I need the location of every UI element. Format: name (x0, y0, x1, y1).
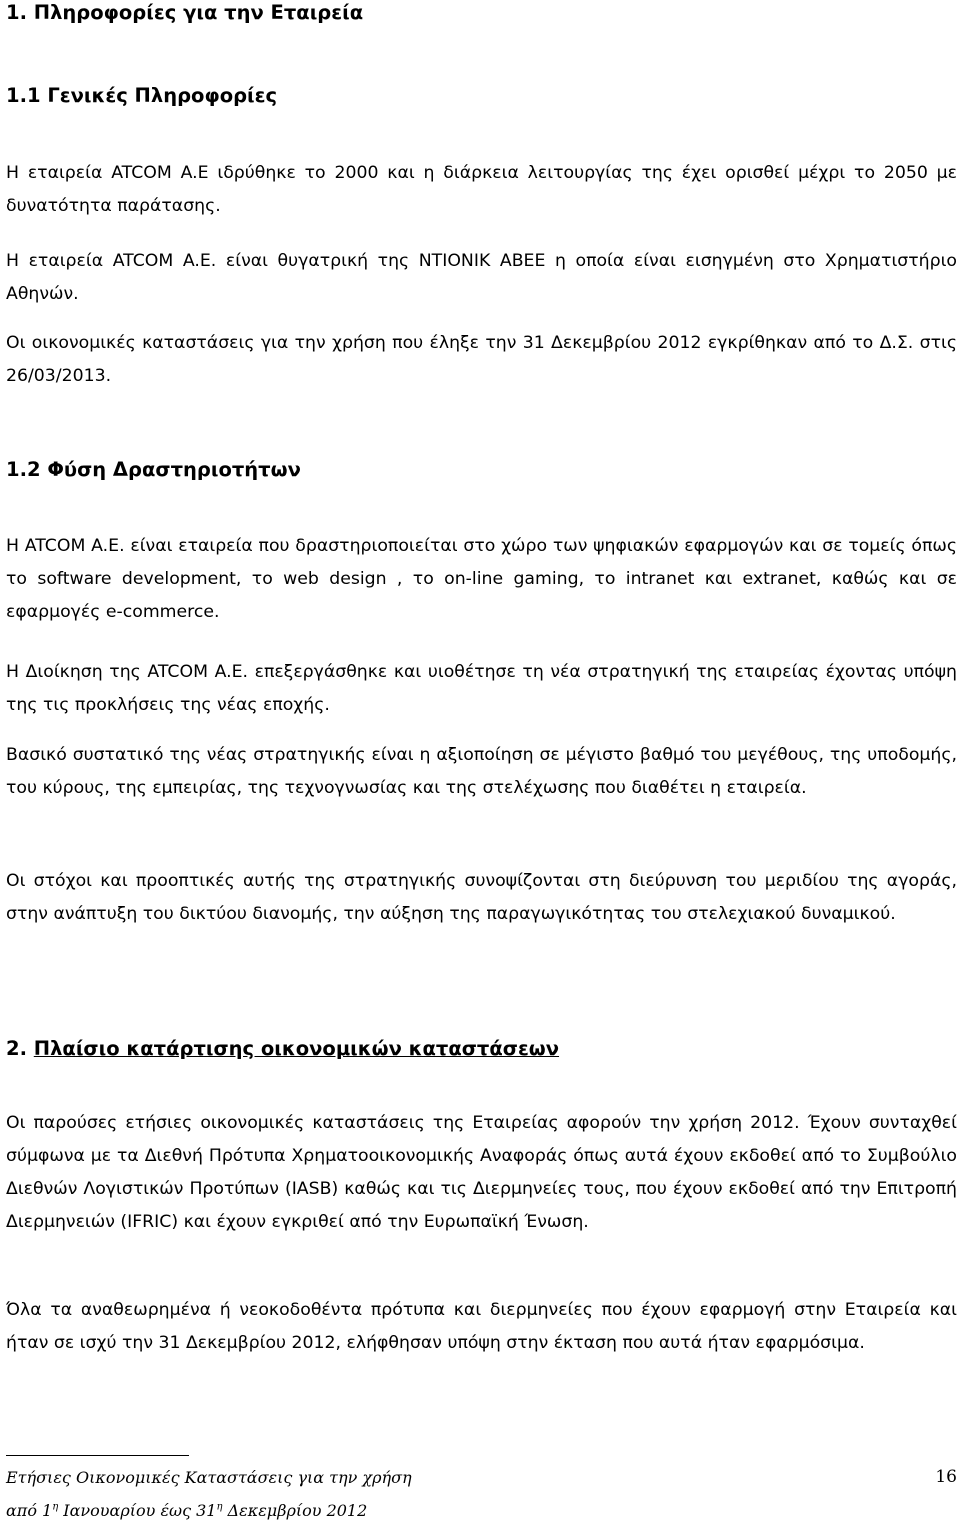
footer-period-part2: Ιανουαρίου έως 31 (58, 1501, 217, 1520)
section-2-number: 2. (6, 1037, 34, 1060)
section-1-2-heading: 1.2 Φύση Δραστηριοτήτων (6, 458, 301, 481)
section-2-heading (6, 1036, 559, 1062)
paragraph-company-founded: Η εταιρεία ATCOM A.E ιδρύθηκε το 2000 και η διάρκεια λειτουργίας της έχει ορισθεί μέχρι το 2050 με δυνατότητα παράτασης. (6, 163, 957, 216)
section-2-title: Πλαίσιο κατάρτισης οικονομικών καταστάσεων (33, 1037, 560, 1060)
paragraph-financial-approval: Οι οικονομικές καταστάσεις για την χρήση που έληξε την 31 Δεκεμβρίου 2012 εγκρίθηκαν από το Δ.Σ. στις 26/03/2013. (6, 333, 957, 386)
page-number: 16 (935, 1467, 957, 1487)
paragraph-subsidiary: Η εταιρεία ATCOM A.E. είναι θυγατρική της NTIONIK ABEE η οποία είναι εισηγμένη στο Χρηματιστήριο Αθηνών. (6, 251, 957, 304)
footer-period-part3: Δεκεμβρίου 2012 (222, 1501, 368, 1520)
footer-period-sup1: η (52, 1501, 59, 1513)
footer-period-part1: από 1 (6, 1501, 53, 1520)
paragraph-strategy-component: Βασικό συστατικό της νέας στρατηγικής είναι η αξιοποίηση σε μέγιστο βαθμό του μεγέθους, της υποδομής, του κύρους, της εμπειρίας, της τεχνογνωσίας και της στελέχωσης που διαθέτει η εταιρεία. (6, 745, 957, 798)
section-1-heading: 1. Πληροφορίες για την Εταιρεία (6, 1, 364, 24)
paragraph-management-strategy: Η Διοίκηση της ATCOM A.E. επεξεργάσθηκε και υιοθέτησε τη νέα στρατηγική της εταιρείας έχοντας υπόψη της τις προκλήσεις της νέας εποχής. (6, 662, 957, 715)
paragraph-strategy-goals: Οι στόχοι και προοπτικές αυτής της στρατηγικής συνοψίζονται στη διεύρυνση του μεριδίου της αγοράς, στην ανάπτυξη του δικτύου διανομής, την αύξηση της παραγωγικότητας του στελεχιακού δυναμικού. (6, 871, 957, 924)
section-1-1-heading: 1.1 Γενικές Πληροφορίες (6, 84, 278, 107)
footer-period-sup2: η (216, 1501, 223, 1513)
paragraph-revised-standards: Όλα τα αναθεωρημένα ή νεοκοδοθέντα πρότυπα και διερμηνείες που έχουν εφαρμογή στην Εταιρεία και ήταν σε ισχύ την 31 Δεκεμβρίου 2012, ελήφθησαν υπόψη στην έκταση που αυτά ήταν εφαρμόσιμα. (6, 1300, 957, 1353)
footer-title: Ετήσιες Οικονομικές Καταστάσεις για την χρήση (6, 1468, 412, 1487)
paragraph-ifrs-basis: Οι παρούσες ετήσιες οικονομικές καταστάσεις της Εταιρείας αφορούν την χρήση 2012. Έχουν συνταχθεί σύμφωνα με τα Διεθνή Πρότυπα Χρηματοοικονομικής Αναφοράς όπως αυτά έχουν εκδοθεί από το Συμβούλιο Διεθνών Λογιστικών Προτύπων (IASB) καθώς και τις Διερμηνείες τους, που έχουν εκδοθεί από την Επιτροπή Διερμηνειών (IFRIC) και έχουν εγκριθεί από την Ευρωπαϊκή Ένωση. (6, 1113, 957, 1232)
footer-divider (6, 1455, 189, 1456)
paragraph-activities: Η ATCOM A.E. είναι εταιρεία που δραστηριοποιείται στο χώρο των ψηφιακών εφαρμογών και σε τομείς όπως το software development, το web design , το on-line gaming, το intranet και extranet, καθώς και σε εφαρμογές e-commerce. (6, 536, 957, 622)
footer-period (6, 1501, 367, 1521)
